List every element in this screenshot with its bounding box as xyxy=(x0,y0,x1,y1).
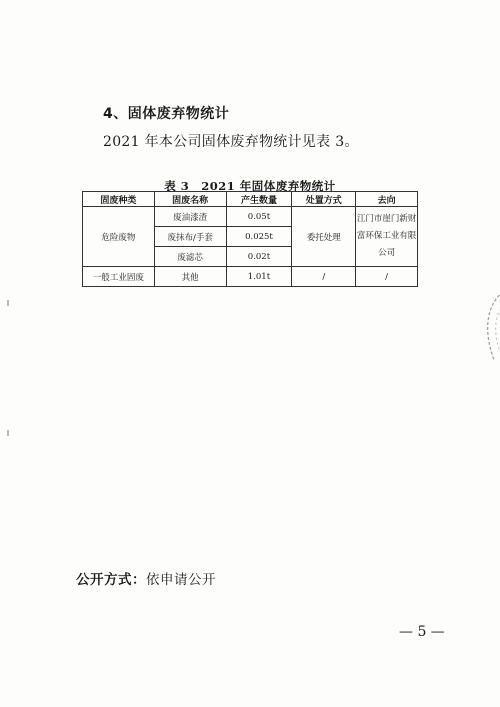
cell-waste-name: 其他 xyxy=(154,267,226,287)
cell-general-destination: / xyxy=(356,267,418,287)
disclosure-value: 依申请公开 xyxy=(146,572,216,588)
table-header-row xyxy=(83,192,418,207)
scan-edge-mark xyxy=(7,430,9,436)
disclosure-line xyxy=(76,568,216,588)
destination-line: 公司 xyxy=(378,248,396,258)
destination-line: 富环保工业有限 xyxy=(356,231,417,241)
destination-line: 江门市崖门新财 xyxy=(356,214,417,224)
solid-waste-table xyxy=(82,191,418,287)
header-name: 固废名称 xyxy=(154,192,226,207)
cell-waste-amount: 1.01t xyxy=(226,267,292,287)
cell-waste-name: 废油漆渣 xyxy=(154,207,226,227)
header-category: 固废种类 xyxy=(83,192,155,207)
scan-edge-mark xyxy=(7,300,9,306)
section-heading: 4、固体废弃物统计 xyxy=(103,106,230,122)
page-number: — 5 — xyxy=(399,624,445,640)
table-caption: 表 3 2021 年固体废弃物统计 xyxy=(164,179,336,193)
seal-stamp-fragment xyxy=(476,282,500,362)
cell-hazardous-category: 危险废物 xyxy=(83,207,155,267)
header-amount: 产生数量 xyxy=(226,192,292,207)
table-row xyxy=(83,207,418,227)
cell-hazardous-destination xyxy=(356,207,418,267)
cell-waste-amount: 0.02t xyxy=(226,247,292,267)
header-disposal: 处置方式 xyxy=(292,192,356,207)
cell-waste-amount: 0.05t xyxy=(226,207,292,227)
cell-general-disposal: / xyxy=(292,267,356,287)
cell-waste-name: 废滤芯 xyxy=(154,247,226,267)
section-body-text: 2021 年本公司固体废弃物统计见表 3。 xyxy=(103,134,359,150)
cell-general-category: 一般工业固废 xyxy=(83,267,155,287)
cell-waste-name: 废抹布/手套 xyxy=(154,227,226,247)
header-destination: 去向 xyxy=(356,192,418,207)
table-row xyxy=(83,267,418,287)
cell-hazardous-disposal: 委托处理 xyxy=(292,207,356,267)
cell-waste-amount: 0.025t xyxy=(226,227,292,247)
disclosure-label: 公开方式： xyxy=(76,572,146,588)
